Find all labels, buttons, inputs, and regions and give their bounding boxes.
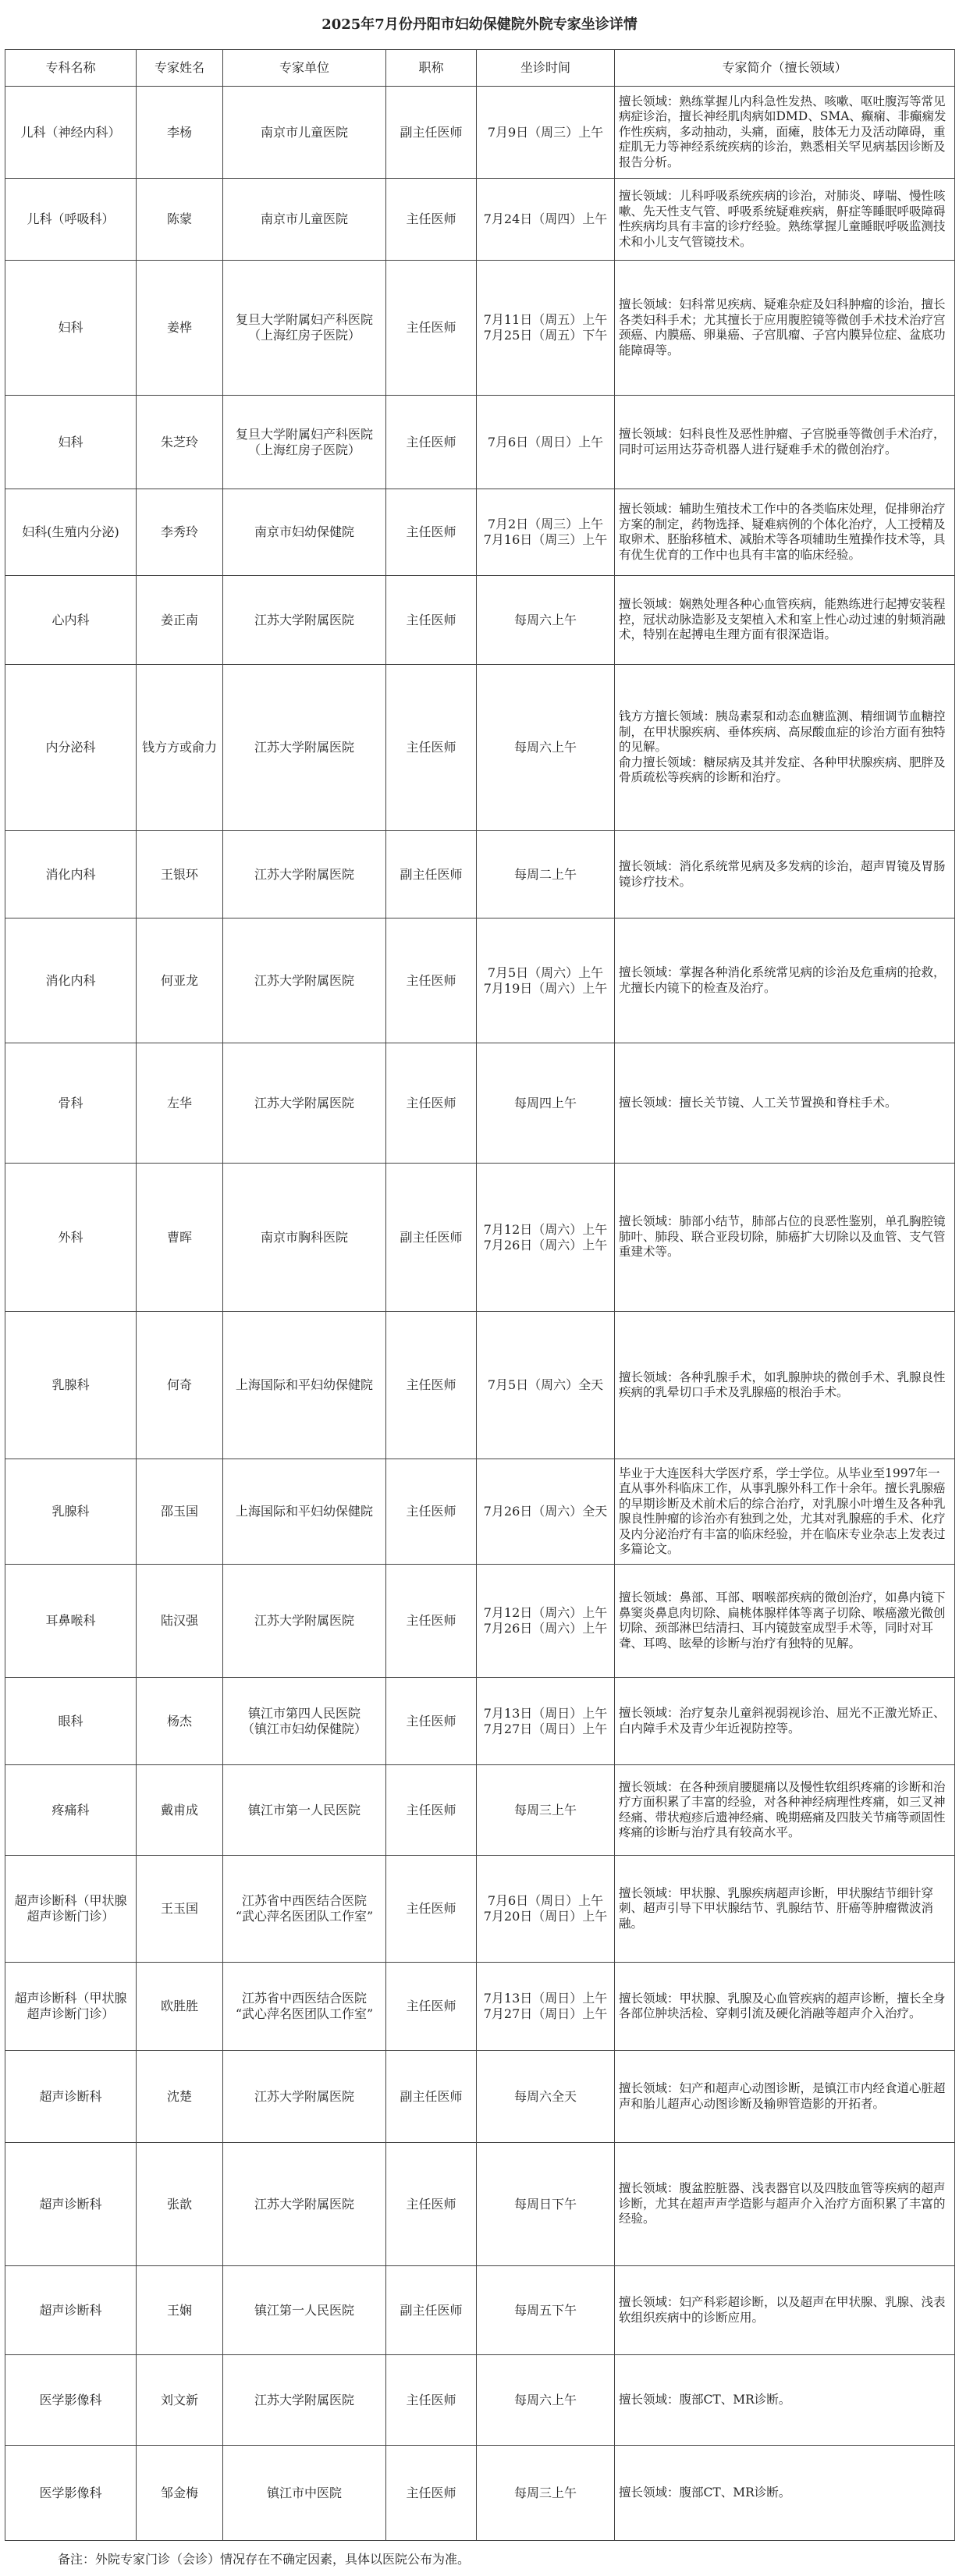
cell-time <box>477 1043 615 1164</box>
cell-unit <box>223 1963 386 2051</box>
cell-expert-name: 何亚龙 <box>137 918 223 1043</box>
time-line: 7月27日（周日）上午 <box>483 2006 608 2021</box>
cell-time <box>477 2143 615 2266</box>
cell-expert-name: 邵玉国 <box>137 1459 223 1565</box>
unit-line: 镇江第一人民医院 <box>254 2302 354 2318</box>
cell-unit <box>223 2143 386 2266</box>
time-line: 每周日下午 <box>513 2196 577 2212</box>
cell-rank: 副主任医师 <box>386 2266 477 2355</box>
cell-department: 心内科 <box>5 576 137 665</box>
table-row <box>5 1459 955 1565</box>
unit-line: 江苏大学附属医院 <box>254 1095 354 1110</box>
description-paragraph: 擅长领域：甲状腺、乳腺及心血管疾病的超声诊断，擅长全身各部位肿块活检、穿刺引流及硬化消融等超声介入治疗。 <box>619 1991 946 2020</box>
cell-time <box>477 1678 615 1765</box>
cell-rank: 主任医师 <box>386 489 477 576</box>
cell-rank: 主任医师 <box>386 665 477 831</box>
cell-expert-name: 沈楚 <box>137 2051 223 2143</box>
cell-unit <box>223 261 386 396</box>
table-row <box>5 831 955 918</box>
cell-unit <box>223 2266 386 2355</box>
cell-description <box>615 1765 955 1856</box>
unit-line: 南京市胸科医院 <box>260 1229 348 1245</box>
description-paragraph: 擅长领域：肺部小结节，肺部占位的良恶性鉴别，单孔胸腔镜肺叶、肺段、联合亚段切除，肺癌扩大切除以及血管、支气管重建术等。 <box>619 1214 946 1260</box>
description-paragraph: 毕业于大连医科大学医疗系，学士学位。从毕业至1997年一直从事外科临床工作，从事乳腺外科工作十余年。擅长乳腺癌的早期诊断及术前术后的综合治疗，对乳腺小叶增生及各种乳腺良性肿瘤的诊治亦有独到之处，尤其对乳腺癌的手术、化疗及内分泌治疗有丰富的临床经验，并在临床专业杂志上发表过多篇论文。 <box>619 1466 946 1556</box>
cell-rank: 主任医师 <box>386 261 477 396</box>
cell-department: 超声诊断科（甲状腺超声诊断门诊） <box>5 1856 137 1963</box>
cell-description <box>615 831 955 918</box>
cell-rank: 主任医师 <box>386 2355 477 2446</box>
time-line: 每周六上午 <box>513 612 577 627</box>
cell-time <box>477 1459 615 1565</box>
cell-department: 超声诊断科 <box>5 2143 137 2266</box>
table-row <box>5 2143 955 2266</box>
unit-line: 南京市妇幼保健院 <box>254 524 354 539</box>
unit-line: （上海红房子医院） <box>247 442 361 457</box>
cell-department: 妇科 <box>5 261 137 396</box>
cell-time <box>477 665 615 831</box>
cell-description <box>615 1043 955 1164</box>
table-row <box>5 179 955 261</box>
cell-expert-name: 欧胜胜 <box>137 1963 223 2051</box>
cell-department: 消化内科 <box>5 918 137 1043</box>
cell-department: 骨科 <box>5 1043 137 1164</box>
cell-description <box>615 1963 955 2051</box>
cell-description <box>615 2051 955 2143</box>
cell-expert-name: 曹晖 <box>137 1164 223 1312</box>
time-line: 7月26日（周六）上午 <box>483 1237 608 1252</box>
cell-unit <box>223 2355 386 2446</box>
time-line: 7月12日（周六）上午 <box>483 1605 608 1620</box>
time-line: 每周六全天 <box>513 2088 577 2104</box>
cell-department: 医学影像科 <box>5 2355 137 2446</box>
cell-expert-name: 陈蒙 <box>137 179 223 261</box>
cell-rank: 主任医师 <box>386 179 477 261</box>
cell-description <box>615 1565 955 1678</box>
description-paragraph: 擅长领域：妇科常见疾病、疑难杂症及妇科肿瘤的诊治，擅长各类妇科手术；尤其擅长于应用腹腔镜等微创手术技术治疗宫颈癌、内膜癌、卵巢癌、子宫肌瘤、子宫内膜异位症、盆底功能障碍等。 <box>619 297 946 357</box>
description-paragraph: 擅长领域：熟练掌握儿内科急性发热、咳嗽、呕吐腹泻等常见病症诊治，擅长神经肌肉病如DMD、SMA、癫痫、非癫痫发作性疾病，多动抽动，头痛，面瘫，肢体无力及活动障碍，重症肌无力等神经系统疾病的诊治，熟悉相关罕见病基因诊断及报告分析。 <box>619 94 947 169</box>
cell-unit <box>223 2446 386 2541</box>
cell-rank: 主任医师 <box>386 2143 477 2266</box>
cell-rank: 主任医师 <box>386 1678 477 1765</box>
cell-time <box>477 87 615 179</box>
unit-line: 复旦大学附属妇产科医院 <box>235 426 373 442</box>
cell-time <box>477 1765 615 1856</box>
cell-rank: 副主任医师 <box>386 2051 477 2143</box>
cell-unit <box>223 831 386 918</box>
time-line: 7月24日（周四）上午 <box>483 211 608 226</box>
cell-time <box>477 2266 615 2355</box>
table-header-row <box>5 50 955 87</box>
table-row <box>5 2355 955 2446</box>
cell-department: 乳腺科 <box>5 1459 137 1565</box>
table-row <box>5 1856 955 1963</box>
table-row <box>5 1312 955 1459</box>
cell-time <box>477 1164 615 1312</box>
unit-line: 江苏大学附属医院 <box>254 1613 354 1628</box>
cell-department: 医学影像科 <box>5 2446 137 2541</box>
cell-unit <box>223 179 386 261</box>
time-line: 每周六上午 <box>513 740 577 755</box>
cell-rank: 主任医师 <box>386 2446 477 2541</box>
unit-line: 江苏省中西医结合医院 <box>241 1991 367 2006</box>
description-paragraph: 擅长领域：擅长关节镜、人工关节置换和脊柱手术。 <box>619 1095 897 1110</box>
cell-rank: 主任医师 <box>386 1856 477 1963</box>
cell-time <box>477 1565 615 1678</box>
table-row <box>5 665 955 831</box>
description-paragraph: 擅长领域：腹盆腔脏器、浅表器官以及四肢血管等疾病的超声诊断，尤其在超声声学造影与超声介入治疗方面积累了丰富的经验。 <box>619 2181 946 2226</box>
header-department: 专科名称 <box>5 50 137 87</box>
time-line: 7月20日（周日）上午 <box>483 1909 608 1924</box>
description-paragraph: 擅长领域：妇科良性及恶性肿瘤、子宫脱垂等微创手术治疗，同时可运用达芬奇机器人进行疑难手术的微创治疗。 <box>619 427 946 457</box>
unit-line: 上海国际和平妇幼保健院 <box>235 1504 373 1519</box>
cell-description <box>615 2446 955 2541</box>
cell-description <box>615 2143 955 2266</box>
cell-expert-name: 张歆 <box>137 2143 223 2266</box>
cell-description <box>615 576 955 665</box>
unit-line: （镇江市妇幼保健院） <box>241 1721 367 1736</box>
unit-line: 江苏大学附属医院 <box>254 612 354 627</box>
table-row <box>5 489 955 576</box>
cell-time <box>477 576 615 665</box>
cell-time <box>477 1856 615 1963</box>
description-paragraph: 擅长领域：妇产科彩超诊断，以及超声在甲状腺、乳腺、浅表软组织疾病中的诊断应用。 <box>619 2295 946 2325</box>
cell-description <box>615 1312 955 1459</box>
cell-expert-name: 姜桦 <box>137 261 223 396</box>
time-line: 7月26日（周六）全天 <box>483 1504 608 1519</box>
cell-unit <box>223 665 386 831</box>
table-row <box>5 261 955 396</box>
table-row <box>5 2266 955 2355</box>
cell-rank: 主任医师 <box>386 396 477 489</box>
cell-description <box>615 1678 955 1765</box>
cell-time <box>477 2355 615 2446</box>
time-line: 7月16日（周三）上午 <box>483 532 608 547</box>
unit-line: 南京市儿童医院 <box>260 124 348 140</box>
description-paragraph: 擅长领域：各种乳腺手术，如乳腺肿块的微创手术、乳腺良性疾病的乳晕切口手术及乳腺癌的根治手术。 <box>619 1370 946 1399</box>
time-line: 每周六上午 <box>513 2392 577 2407</box>
description-paragraph: 擅长领域：掌握各种消化系统常见病的诊治及危重病的抢救，尤擅长内镜下的检查及治疗。 <box>619 965 946 995</box>
cell-department: 眼科 <box>5 1678 137 1765</box>
description-paragraph: 擅长领域：娴熟处理各种心血管疾病，能熟练进行起搏安装程控，冠状动脉造影及支架植入术和室上性心动过速的射频消融术，特别在起搏电生理方面有很深造诣。 <box>619 597 946 642</box>
cell-time <box>477 2446 615 2541</box>
time-line: 7月26日（周六）上午 <box>483 1621 608 1636</box>
cell-expert-name: 朱芝玲 <box>137 396 223 489</box>
description-paragraph: 擅长领域：消化系统常见病及多发病的诊治，超声胃镜及胃肠镜诊疗技术。 <box>619 859 946 889</box>
cell-description <box>615 2266 955 2355</box>
description-paragraph: 擅长领域：辅助生殖技术工作中的各类临床处理，促排卵治疗方案的制定，药物选择、疑难病例的个体化治疗，人工授精及取卵术、胚胎移植术、减胎术等各项辅助生殖操作技术等，具有优生优育的工作中也具有丰富的临床经验。 <box>619 502 946 562</box>
cell-expert-name: 王银环 <box>137 831 223 918</box>
table-row <box>5 1765 955 1856</box>
unit-line: 复旦大学附属妇产科医院 <box>235 312 373 327</box>
time-line: 7月13日（周日）上午 <box>483 1705 608 1721</box>
cell-rank: 主任医师 <box>386 1765 477 1856</box>
cell-description <box>615 179 955 261</box>
unit-line: 上海国际和平妇幼保健院 <box>235 1377 373 1392</box>
table-row <box>5 1678 955 1765</box>
time-line: 7月2日（周三）上午 <box>487 517 604 531</box>
cell-unit <box>223 1565 386 1678</box>
cell-rank: 副主任医师 <box>386 87 477 179</box>
cell-expert-name: 戴甫成 <box>137 1765 223 1856</box>
cell-expert-name: 王娴 <box>137 2266 223 2355</box>
time-line: 7月27日（周日）上午 <box>483 1721 608 1736</box>
cell-unit <box>223 2051 386 2143</box>
header-name: 专家姓名 <box>137 50 223 87</box>
description-paragraph: 俞力擅长领域：糖尿病及其并发症、各种甲状腺疾病、肥胖及骨质疏松等疾病的诊断和治疗。 <box>619 755 946 785</box>
cell-rank: 主任医师 <box>386 576 477 665</box>
cell-time <box>477 489 615 576</box>
cell-description <box>615 2355 955 2446</box>
unit-line: 江苏大学附属医院 <box>254 972 354 988</box>
cell-expert-name: 邹金梅 <box>137 2446 223 2541</box>
description-paragraph: 擅长领域：腹部CT、MR诊断。 <box>619 2392 791 2407</box>
header-rank: 职称 <box>386 50 477 87</box>
table-row <box>5 2446 955 2541</box>
unit-line: 镇江市第一人民医院 <box>247 1802 361 1817</box>
time-line: 7月6日（周日）上午 <box>487 1893 604 1908</box>
cell-description <box>615 261 955 396</box>
cell-rank: 副主任医师 <box>386 1164 477 1312</box>
cell-department: 儿科（呼吸科） <box>5 179 137 261</box>
unit-line: 江苏大学附属医院 <box>254 2196 354 2212</box>
cell-department: 消化内科 <box>5 831 137 918</box>
description-paragraph: 擅长领域：鼻部、耳部、咽喉部疾病的微创治疗，如鼻内镜下鼻窦炎鼻息肉切除、扁桃体腺样体等离子切除、喉癌激光微创切除、颈部淋巴结清扫、耳内镜鼓室成型手术等，同时对耳聋、耳鸣、眩晕的诊断与治疗有独特的见解。 <box>619 1590 946 1650</box>
cell-unit <box>223 1164 386 1312</box>
header-unit: 专家单位 <box>223 50 386 87</box>
expert-schedule-table <box>5 49 955 2541</box>
time-line: 7月19日（周六）上午 <box>483 980 608 996</box>
cell-unit <box>223 1765 386 1856</box>
table-row <box>5 1043 955 1164</box>
time-line: 每周四上午 <box>513 1095 577 1110</box>
cell-unit <box>223 1043 386 1164</box>
cell-description <box>615 1459 955 1565</box>
unit-line: 镇江市第四人民医院 <box>247 1705 361 1721</box>
description-paragraph: 擅长领域：儿科呼吸系统疾病的诊治，对肺炎、哮喘、慢性咳嗽、先天性支气管、呼吸系统疑难疾病，鼾症等睡眠呼吸障碍性疾病均具有丰富的诊疗经验。熟练掌握儿童睡眠呼吸监测技术和小儿支气管镜技术。 <box>619 189 946 249</box>
time-line: 7月6日（周日）上午 <box>487 434 604 449</box>
time-line: 7月12日（周六）上午 <box>483 1221 608 1237</box>
unit-line: 江苏省中西医结合医院 <box>241 1893 367 1908</box>
cell-department: 乳腺科 <box>5 1312 137 1459</box>
footnote: 备注：外院专家门诊（会诊）情况存在不确定因素，具体以医院公布为准。 <box>58 2552 471 2567</box>
cell-unit <box>223 489 386 576</box>
cell-time <box>477 1963 615 2051</box>
unit-line: 南京市儿童医院 <box>260 211 348 226</box>
cell-department: 疼痛科 <box>5 1765 137 1856</box>
description-paragraph: 擅长领域：甲状腺、乳腺疾病超声诊断，甲状腺结节细针穿刺、超声引导下甲状腺结节、乳腺结节、肝癌等肿瘤微波消融。 <box>619 1885 934 1931</box>
cell-expert-name: 李杨 <box>137 87 223 179</box>
cell-rank: 主任医师 <box>386 1312 477 1459</box>
cell-unit <box>223 1312 386 1459</box>
table-row <box>5 1565 955 1678</box>
cell-description <box>615 489 955 576</box>
cell-description <box>615 1856 955 1963</box>
unit-line: 镇江市中医院 <box>266 2485 342 2500</box>
time-line: 每周二上午 <box>513 866 577 882</box>
cell-time <box>477 831 615 918</box>
cell-description <box>615 396 955 489</box>
time-line: 7月5日（周六）全天 <box>487 1377 604 1392</box>
table-row <box>5 2051 955 2143</box>
cell-rank: 主任医师 <box>386 1565 477 1678</box>
cell-department: 儿科（神经内科） <box>5 87 137 179</box>
time-line: 每周三上午 <box>513 2485 577 2500</box>
cell-expert-name: 陆汉强 <box>137 1565 223 1678</box>
cell-rank: 副主任医师 <box>386 831 477 918</box>
cell-description <box>615 87 955 179</box>
description-paragraph: 擅长领域：在各种颈肩腰腿痛以及慢性软组织疼痛的诊断和治疗方面积累了丰富的经验，对各种神经病理性疼痛，如三叉神经痛、带状疱疹后遗神经痛、晚期癌痛及四肢关节痛等顽固性疼痛的诊断与治疗具有较高水平。 <box>619 1779 946 1839</box>
cell-time <box>477 1312 615 1459</box>
cell-rank: 主任医师 <box>386 1043 477 1164</box>
unit-line: 江苏大学附属医院 <box>254 866 354 882</box>
description-paragraph: 擅长领域：治疗复杂儿童斜视弱视诊治、屈光不正激光矫正、白内障手术及青少年近视防控等。 <box>619 1706 946 1736</box>
cell-time <box>477 261 615 396</box>
cell-unit <box>223 1856 386 1963</box>
cell-rank: 主任医师 <box>386 1963 477 2051</box>
cell-expert-name: 杨杰 <box>137 1678 223 1765</box>
description-paragraph: 擅长领域：妇产和超声心动图诊断，是镇江市内经食道心脏超声和胎儿超声心动图诊断及输卵管造影的开拓者。 <box>619 2081 946 2111</box>
cell-description <box>615 1164 955 1312</box>
cell-department: 妇科(生殖内分泌) <box>5 489 137 576</box>
cell-unit <box>223 396 386 489</box>
unit-line: “武心萍名医团队工作室” <box>235 2006 374 2021</box>
table-row <box>5 396 955 489</box>
cell-department: 超声诊断科（甲状腺超声诊断门诊） <box>5 1963 137 2051</box>
cell-time <box>477 2051 615 2143</box>
cell-department: 超声诊断科 <box>5 2266 137 2355</box>
cell-department: 耳鼻喉科 <box>5 1565 137 1678</box>
time-line: 7月11日（周五）上午 <box>483 312 608 327</box>
cell-description <box>615 918 955 1043</box>
cell-unit <box>223 1459 386 1565</box>
cell-department: 内分泌科 <box>5 665 137 831</box>
table-row <box>5 918 955 1043</box>
cell-expert-name: 左华 <box>137 1043 223 1164</box>
cell-rank: 主任医师 <box>386 1459 477 1565</box>
time-line: 每周三上午 <box>513 1802 577 1817</box>
page-title: 2025年7月份丹阳市妇幼保健院外院专家坐诊详情 <box>321 16 638 33</box>
header-desc: 专家简介（擅长领域） <box>615 50 955 87</box>
cell-expert-name: 钱方方或俞力 <box>137 665 223 831</box>
cell-expert-name: 李秀玲 <box>137 489 223 576</box>
description-paragraph: 擅长领域：腹部CT、MR诊断。 <box>619 2485 791 2500</box>
table-row <box>5 87 955 179</box>
table-row <box>5 1963 955 2051</box>
table-body <box>5 87 955 2541</box>
cell-department: 外科 <box>5 1164 137 1312</box>
cell-department: 超声诊断科 <box>5 2051 137 2143</box>
time-line: 7月25日（周五）下午 <box>483 328 608 343</box>
time-line: 7月5日（周六）上午 <box>487 965 604 980</box>
cell-department: 妇科 <box>5 396 137 489</box>
header-time: 坐诊时间 <box>477 50 615 87</box>
cell-time <box>477 918 615 1043</box>
time-line: 每周五下午 <box>513 2302 577 2318</box>
table-row <box>5 576 955 665</box>
table-row <box>5 1164 955 1312</box>
cell-expert-name: 姜正南 <box>137 576 223 665</box>
description-paragraph: 钱方方擅长领域：胰岛素泵和动态血糖监测、精细调节血糖控制，在甲状腺疾病、垂体疾病、高尿酸血症的诊治方面有独特的见解。 <box>619 709 946 755</box>
time-line: 7月9日（周三）上午 <box>487 124 604 140</box>
cell-rank: 主任医师 <box>386 918 477 1043</box>
unit-line: 江苏大学附属医院 <box>254 740 354 755</box>
cell-expert-name: 刘文新 <box>137 2355 223 2446</box>
unit-line: （上海红房子医院） <box>247 328 361 343</box>
cell-unit <box>223 1678 386 1765</box>
unit-line: “武心萍名医团队工作室” <box>235 1909 374 1924</box>
cell-unit <box>223 576 386 665</box>
unit-line: 江苏大学附属医院 <box>254 2088 354 2104</box>
cell-unit <box>223 87 386 179</box>
cell-time <box>477 179 615 261</box>
cell-description <box>615 665 955 831</box>
unit-line: 江苏大学附属医院 <box>254 2392 354 2407</box>
cell-time <box>477 396 615 489</box>
cell-unit <box>223 918 386 1043</box>
cell-expert-name: 何奇 <box>137 1312 223 1459</box>
time-line: 7月13日（周日）上午 <box>483 1991 608 2006</box>
cell-expert-name: 王玉国 <box>137 1856 223 1963</box>
